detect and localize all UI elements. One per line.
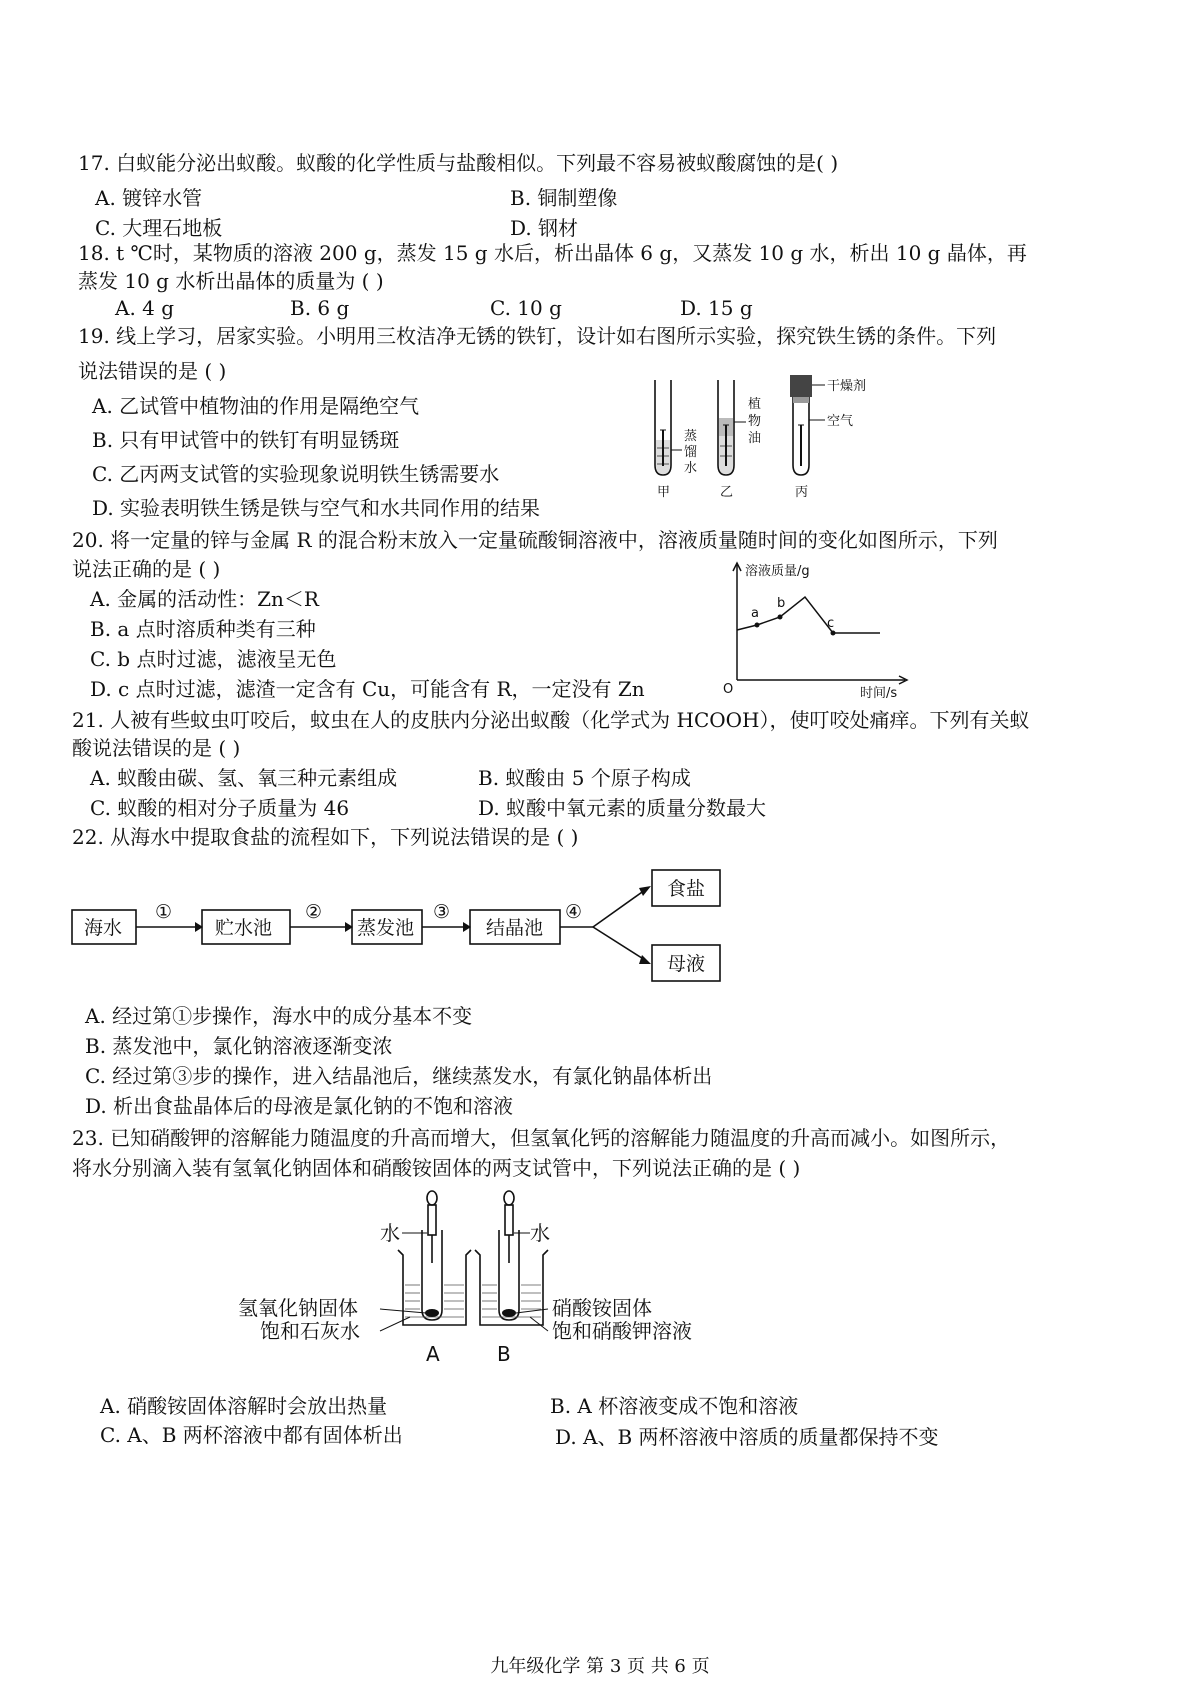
q20-option-d: D. c 点时过滤，滤渣一定含有 Cu，可能含有 R，一定没有 Zn	[90, 677, 645, 701]
flow-step-4: ④	[565, 901, 583, 923]
graph-ylabel: 溶液质量/g	[745, 564, 810, 579]
q22-option-b: B. 蒸发池中，氯化钠溶液逐渐变浓	[85, 1034, 393, 1058]
beakers-figure	[230, 1185, 750, 1365]
label-water-left: 水	[380, 1221, 400, 1245]
label-beaker-a: A	[426, 1342, 440, 1365]
q17-option-c: C. 大理石地板	[95, 216, 223, 240]
q20-option-a: A. 金属的活动性：Zn＜R	[90, 587, 319, 611]
label-tube-jia: 甲	[657, 485, 671, 500]
q19-option-a: A. 乙试管中植物油的作用是隔绝空气	[92, 394, 420, 418]
q22-option-c: C. 经过第③步的操作，进入结晶池后，继续蒸发水，有氯化钠晶体析出	[85, 1064, 713, 1088]
q17-option-d: D. 钢材	[510, 216, 579, 240]
q17-option-b: B. 铜制塑像	[510, 186, 618, 210]
label-limewater: 饱和石灰水	[260, 1319, 360, 1343]
flow-seawater: 海水	[84, 917, 123, 939]
flow-step-1: ①	[155, 901, 173, 923]
label-kno3-solution: 饱和硝酸钾溶液	[552, 1319, 692, 1343]
solution-mass-graph	[715, 555, 915, 700]
page-footer: 九年级化学 第 3 页 共 6 页	[490, 1656, 710, 1677]
rusting-test-tubes-figure	[640, 370, 900, 510]
flow-crystallization-pool: 结晶池	[486, 917, 544, 939]
q18-option-a: A. 4 g	[115, 296, 175, 320]
q22-stem: 22. 从海水中提取食盐的流程如下，下列说法错误的是 ( )	[72, 825, 579, 849]
label-naoh-solid: 氢氧化钠固体	[238, 1296, 358, 1320]
q21-option-c: C. 蚁酸的相对分子质量为 46	[90, 796, 350, 820]
q23-option-a: A. 硝酸铵固体溶解时会放出热量	[100, 1394, 388, 1418]
q18-stem-line1: 18. t ℃时，某物质的溶液 200 g，蒸发 15 g 水后，析出晶体 6 g，又蒸发 10 g 水，析出 10 g 晶体，再	[78, 241, 1027, 265]
label-oil-3: 油	[748, 431, 762, 446]
label-desiccant: 干燥剂	[827, 379, 867, 394]
q18-option-b: B. 6 g	[290, 296, 350, 320]
flow-step-3: ③	[433, 901, 451, 923]
graph-point-c: c	[827, 616, 835, 631]
q19-option-c: C. 乙丙两支试管的实验现象说明铁生锈需要水	[92, 462, 500, 486]
q20-option-c: C. b 点时过滤，滤液呈无色	[90, 647, 337, 671]
q21-option-b: B. 蚁酸由 5 个原子构成	[478, 766, 691, 790]
label-air: 空气	[827, 414, 854, 429]
q20-stem-line2: 说法正确的是 ( )	[72, 557, 221, 581]
flow-mother-liquor: 母液	[667, 953, 706, 975]
flow-step-2: ②	[305, 901, 323, 923]
q21-option-a: A. 蚁酸由碳、氢、氧三种元素组成	[90, 766, 398, 790]
q21-stem-line1: 21. 人被有些蚊虫叮咬后，蚊虫在人的皮肤内分泌出蚁酸（化学式为 HCOOH），使叮咬处痛痒。下列有关蚁	[72, 708, 1030, 732]
q19-stem-line1: 19. 线上学习，居家实验。小明用三枚洁净无锈的铁钉，设计如右图所示实验，探究铁生锈的条件。下列	[78, 324, 997, 348]
label-water-2: 馏	[684, 445, 698, 460]
label-nh4no3-solid: 硝酸铵固体	[552, 1296, 652, 1320]
graph-xlabel: 时间/s	[860, 686, 898, 700]
q22-option-a: A. 经过第①步操作，海水中的成分基本不变	[85, 1004, 473, 1028]
q17-stem: 17. 白蚁能分泌出蚁酸。蚁酸的化学性质与盐酸相似。下列最不容易被蚁酸腐蚀的是( )	[78, 151, 839, 175]
q18-option-d: D. 15 g	[680, 296, 753, 320]
q21-stem-line2: 酸说法错误的是 ( )	[72, 736, 241, 760]
q23-option-d: D. A、B 两杯溶液中溶质的质量都保持不变	[555, 1425, 939, 1449]
label-oil-2: 物	[748, 414, 762, 429]
q18-option-c: C. 10 g	[490, 296, 562, 320]
q19-option-b: B. 只有甲试管中的铁钉有明显锈斑	[92, 428, 400, 452]
q23-stem-line1: 23. 已知硝酸钾的溶解能力随温度的升高而增大，但氢氧化钙的溶解能力随温度的升高而减小。如图所示，	[72, 1126, 1011, 1150]
q18-stem-line2: 蒸发 10 g 水析出晶体的质量为 ( )	[78, 269, 384, 293]
salt-extraction-flowchart	[65, 860, 745, 990]
q19-stem-line2: 说法错误的是 ( )	[78, 359, 227, 383]
graph-origin: O	[723, 682, 734, 697]
graph-point-a: a	[751, 606, 759, 621]
label-water-1: 蒸	[684, 429, 698, 444]
q23-option-b: B. A 杯溶液变成不饱和溶液	[550, 1394, 799, 1418]
flow-salt: 食盐	[667, 878, 706, 900]
q22-option-d: D. 析出食盐晶体后的母液是氯化钠的不饱和溶液	[85, 1094, 514, 1118]
q17-option-a: A. 镀锌水管	[95, 186, 203, 210]
q20-option-b: B. a 点时溶质种类有三种	[90, 617, 316, 641]
q21-option-d: D. 蚁酸中氧元素的质量分数最大	[478, 796, 767, 820]
q23-option-c: C. A、B 两杯溶液中都有固体析出	[100, 1423, 403, 1447]
flow-storage-pool: 贮水池	[215, 917, 273, 939]
label-water-right: 水	[530, 1221, 550, 1245]
graph-point-b: b	[777, 596, 786, 611]
q19-option-d: D. 实验表明铁生锈是铁与空气和水共同作用的结果	[92, 496, 541, 520]
label-water-3: 水	[684, 461, 698, 476]
label-oil-1: 植	[748, 397, 762, 412]
flow-evaporation-pool: 蒸发池	[357, 917, 415, 939]
label-tube-yi: 乙	[720, 485, 734, 500]
q23-stem-line2: 将水分别滴入装有氢氧化钠固体和硝酸铵固体的两支试管中，下列说法正确的是 ( )	[72, 1156, 801, 1180]
label-tube-bing: 丙	[795, 485, 809, 500]
q20-stem-line1: 20. 将一定量的锌与金属 R 的混合粉末放入一定量硫酸铜溶液中，溶液质量随时间的变化如图所示，下列	[72, 528, 998, 552]
label-beaker-b: B	[497, 1342, 511, 1365]
